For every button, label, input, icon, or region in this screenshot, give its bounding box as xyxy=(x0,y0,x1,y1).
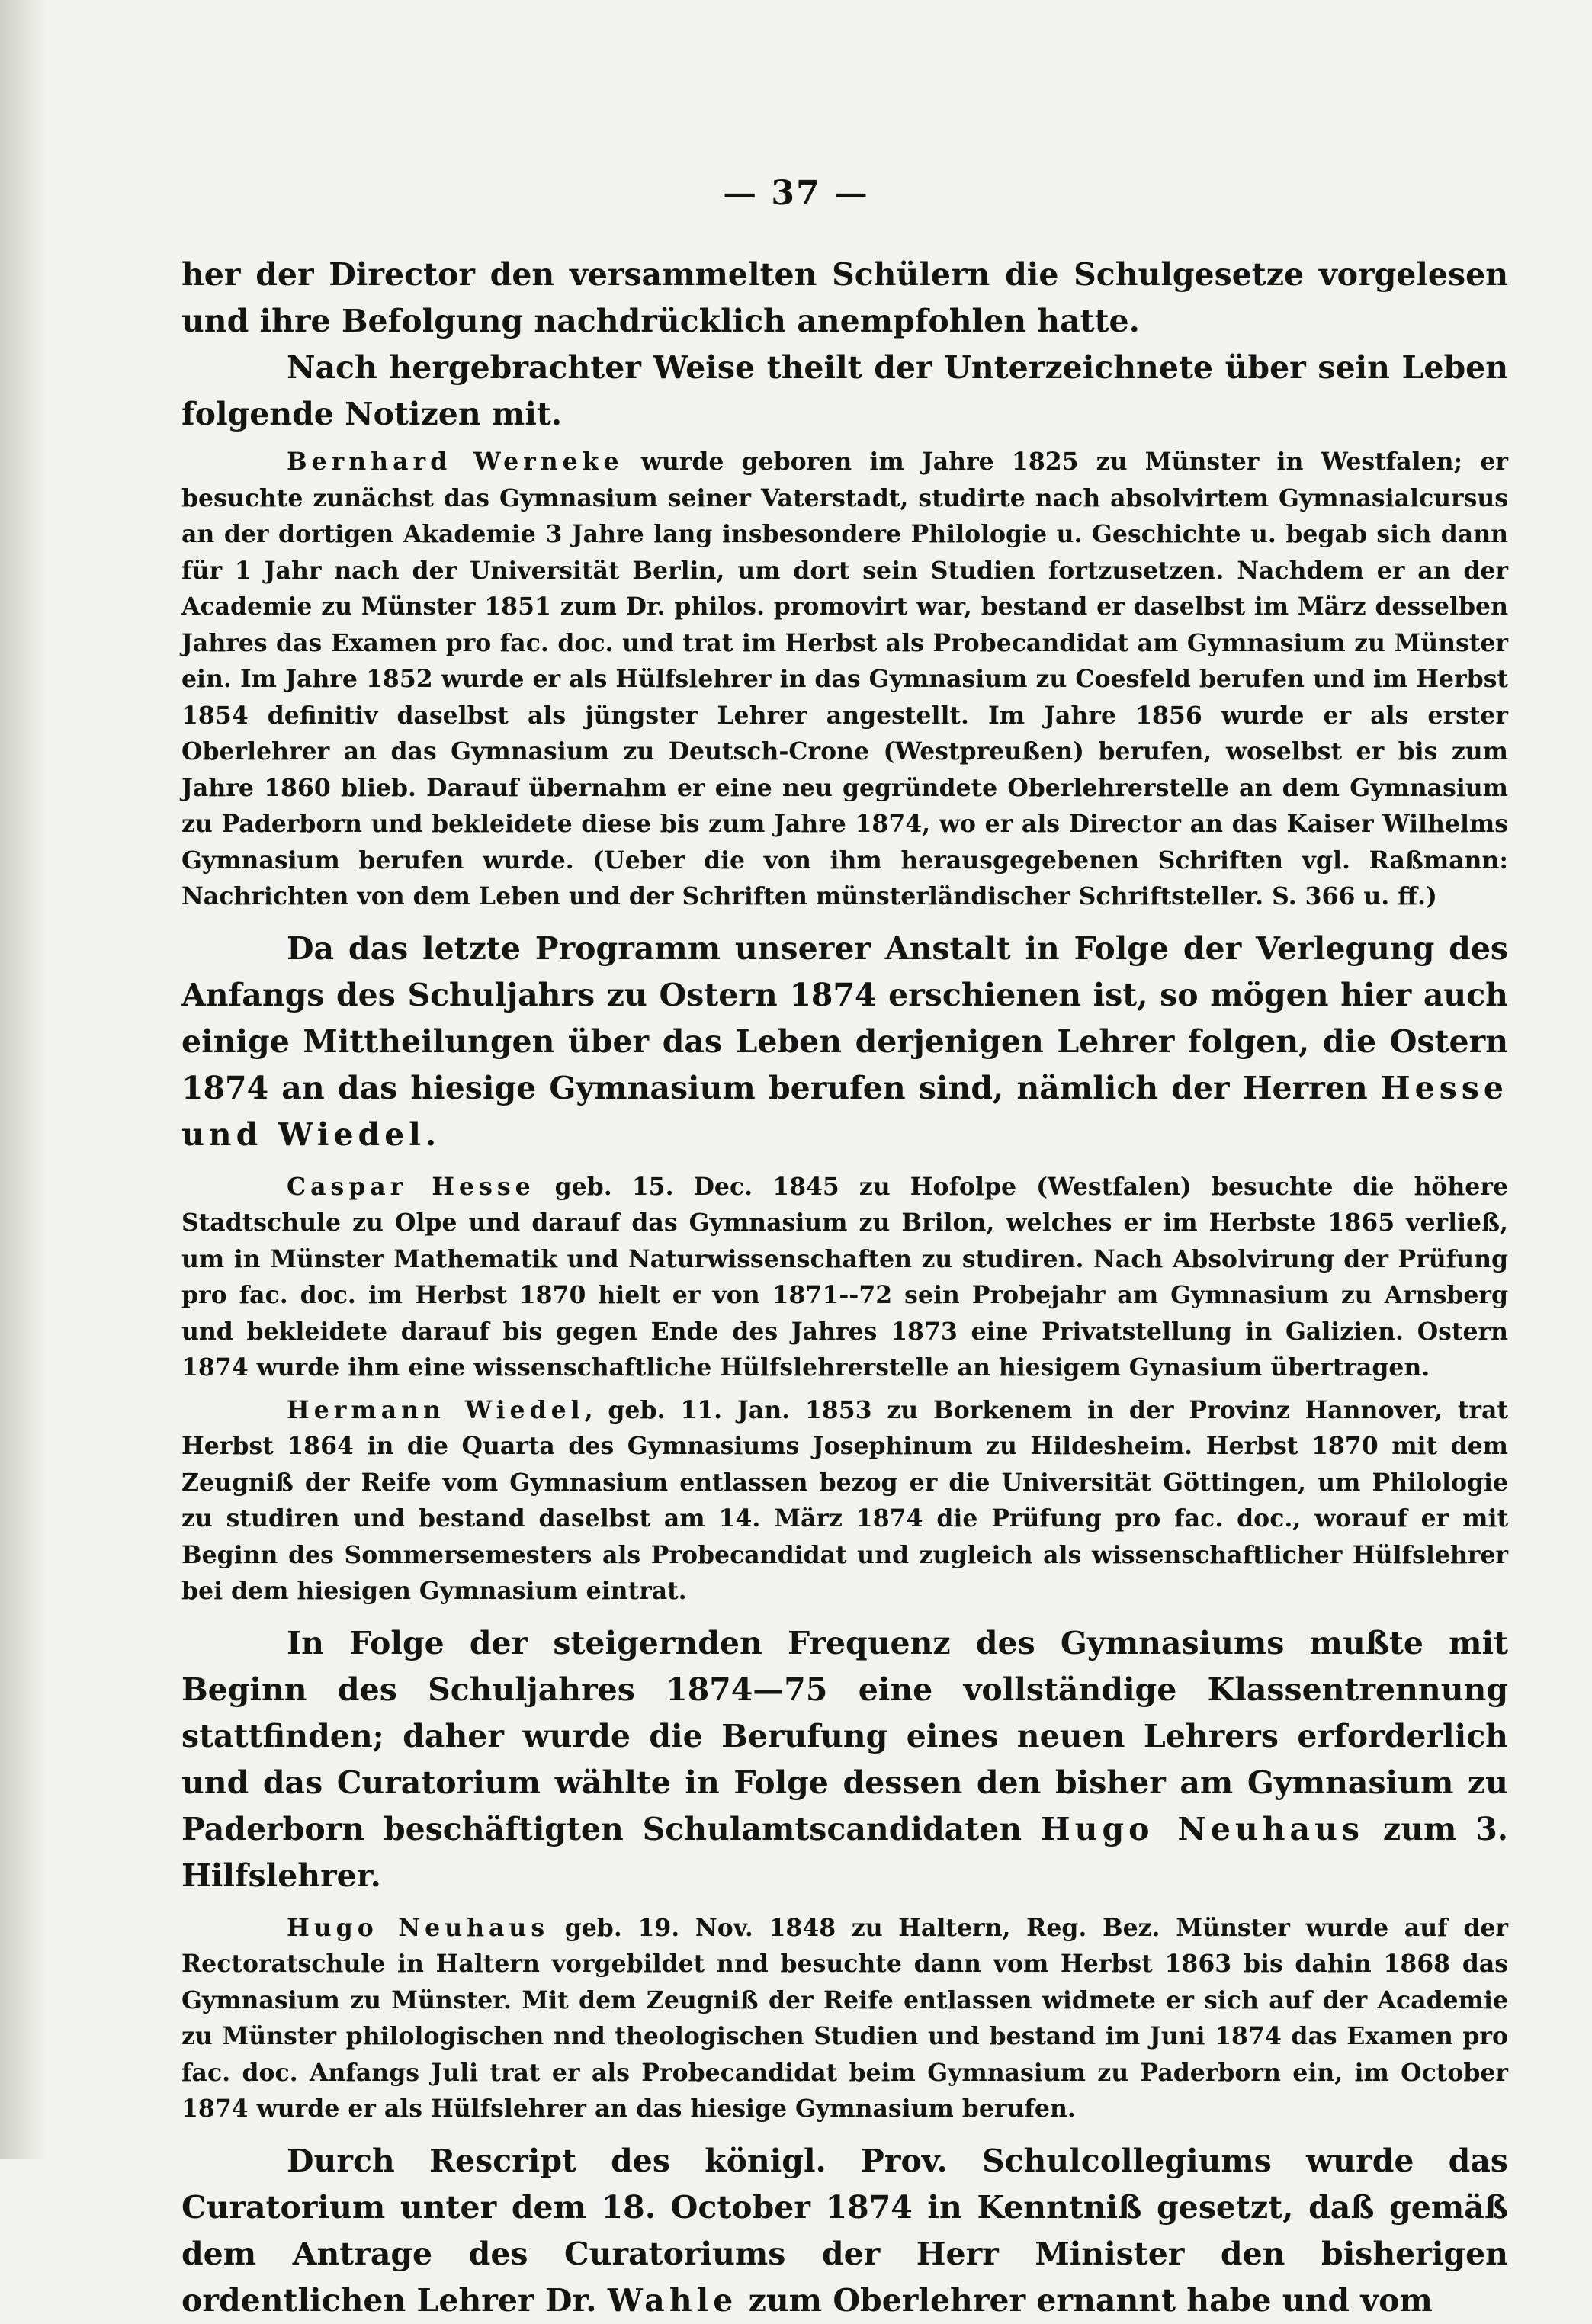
paragraph-new-teachers xyxy=(181,926,1508,1158)
biography-neuhaus xyxy=(181,1910,1508,2127)
biography-wiedel xyxy=(181,1392,1508,1610)
paragraph-intro: Nach hergebrachter Weise theilt der Unterzeichnete über sein Leben folgende Notizen mit. xyxy=(181,349,1508,432)
paragraph-continuation: her der Director den versammelten Schülern die Schulgesetze vorgelesen und ihre Befolgung nachdrücklich anempfohlen hatte. xyxy=(181,256,1508,339)
person-name: Wahle xyxy=(607,2281,738,2319)
paragraph-text: zum Oberlehrer ernannt habe und vom xyxy=(737,2281,1433,2319)
paragraph-text: Durch Rescript des königl. Prov. Schulcollegiums wurde das Curatorium unter dem 18. October 1874 in Kenntniß gesetzt, daß gemäß dem Antrage des Curatoriums der Herr Minister den bisherigen ordentlichen Lehrer Dr. xyxy=(181,2142,1508,2319)
biography-hesse xyxy=(181,1169,1508,1386)
page-number: — 37 — xyxy=(723,174,869,213)
paragraph-text: Da das letzte Programm unserer Anstalt in Folge der Verlegung des Anfangs des Schuljahrs zu Ostern 1874 erschienen ist, so mögen hier auch einige Mittheilungen über das Leben derjenigen Lehrer folgen, die Ostern 1874 an das hiesige Gymnasium berufen sind, nämlich der Herren xyxy=(181,929,1508,1106)
biography-text: , geb. 11. Jan. 1853 zu Borkenem in der Provinz Hannover, trat Herbst 1864 in die Quarta des Gymnasiums Josephinum zu Hildesheim. Herbst 1870 mit dem Zeugniß der Reife vom Gymnasium entlassen bezog er die Universität Göttingen, um Philologie zu studiren und bestand daselbst am 14. März 1874 die Prüfung pro fac. doc., worauf er mit Beginn des Sommersemesters als Probecandidat und zugleich als wissenschaftlicher Hülfslehrer bei dem hiesigen Gymnasium eintrat. xyxy=(181,1395,1508,1605)
paragraph-rescript xyxy=(181,2138,1508,2324)
biography-werneke xyxy=(181,444,1508,915)
person-name: Hugo Neuhaus xyxy=(287,1913,550,1942)
paragraph-text: zum 3. Hilfslehrer. xyxy=(181,1810,1509,1894)
page-body xyxy=(181,252,1508,2324)
person-name: Bernhard Werneke xyxy=(287,448,624,476)
person-names: Hesse und Wiedel. xyxy=(181,1069,1508,1153)
page-edge-shadow xyxy=(0,0,46,2159)
biography-text: geb. 19. Nov. 1848 zu Haltern, Reg. Bez. Münster wurde auf der Rectoratschule in Haltern vorgebildet nnd besuchte dann vom Herbst 1863 bis dahin 1868 das Gymnasium zu Münster. Mit dem Zeugniß der Reife entlassen widmete er sich auf der Academie zu Münster philologischen nnd theologischen Studien und bestand im Juni 1874 das Examen pro fac. doc. Anfangs Juli trat er als Probecandidat beim Gymnasium zu Paderborn ein, im October 1874 wurde er als Hülfslehrer an das hiesige Gymnasium berufen. xyxy=(181,1913,1508,2123)
person-name: Hermann Wiedel xyxy=(287,1395,585,1424)
paragraph-class-separation xyxy=(181,1620,1508,1899)
paragraph-text: In Folge der steigernden Frequenz des Gymnasiums mußte mit Beginn des Schuljahres 1874—75 eine vollständige Klassentrennung stattfinden; daher wurde die Berufung eines neuen Lehrers erforderlich und das Curatorium wählte in Folge dessen den bisher am Gymnasium zu Paderborn beschäftigten Schulamtscandidaten xyxy=(181,1624,1508,1847)
person-name: Caspar Hesse xyxy=(287,1172,535,1201)
biography-text: wurde geboren im Jahre 1825 zu Münster in Westfalen; er besuchte zunächst das Gymnasium seiner Vaterstadt, studirte nach absolvirtem Gymnasialcursus an der dortigen Akademie 3 Jahre lang insbesondere Philologie u. Geschichte u. begab sich dann für 1 Jahr nach der Universität Berlin, um dort sein Studien fortzusetzen. Nachdem er an der Academie zu Münster 1851 zum Dr. philos. promovirt war, bestand er daselbst im März desselben Jahres das Examen pro fac. doc. und trat im Herbst als Probecandidat am Gymnasium zu Münster ein. Im Jahre 1852 wurde er als Hülfslehrer in das Gymnasium zu Coesfeld berufen und im Herbst 1854 definitiv daselbst als jüngster Lehrer angestellt. Im Jahre 1856 wurde er als erster Oberlehrer an das Gymnasium zu Deutsch-Crone (Westpreußen) berufen, woselbst er bis zum Jahre 1860 blieb. Darauf übernahm er eine neu gegründete Oberlehrerstelle an dem Gymnasium zu Paderborn und bekleidete diese bis zum Jahre 1874, wo er als Director an das Kaiser Wilhelms Gymnasium berufen wurde. (Ueber die von ihm herausgegebenen Schriften vgl. Raßmann: Nachrichten von dem Leben und der Schriften münsterländischer Schriftsteller. S. 366 u. ff.) xyxy=(181,448,1508,910)
person-name: Hugo Neuhaus xyxy=(1040,1810,1364,1847)
biography-text: geb. 15. Dec. 1845 zu Hofolpe (Westfalen) besuchte die höhere Stadtschule zu Olpe und darauf das Gymnasium zu Brilon, welches er im Herbste 1865 verließ, um in Münster Mathematik und Naturwissenschaften zu studiren. Nach Absolvirung der Prüfung pro fac. doc. im Herbst 1870 hielt er von 1871--72 sein Probejahr am Gymnasium zu Arnsberg und bekleidete darauf bis gegen Ende des Jahres 1873 eine Privatstellung in Galizien. Ostern 1874 wurde ihm eine wissenschaftliche Hülfslehrerstelle an hiesigem Gynasium übertragen. xyxy=(181,1172,1508,1382)
